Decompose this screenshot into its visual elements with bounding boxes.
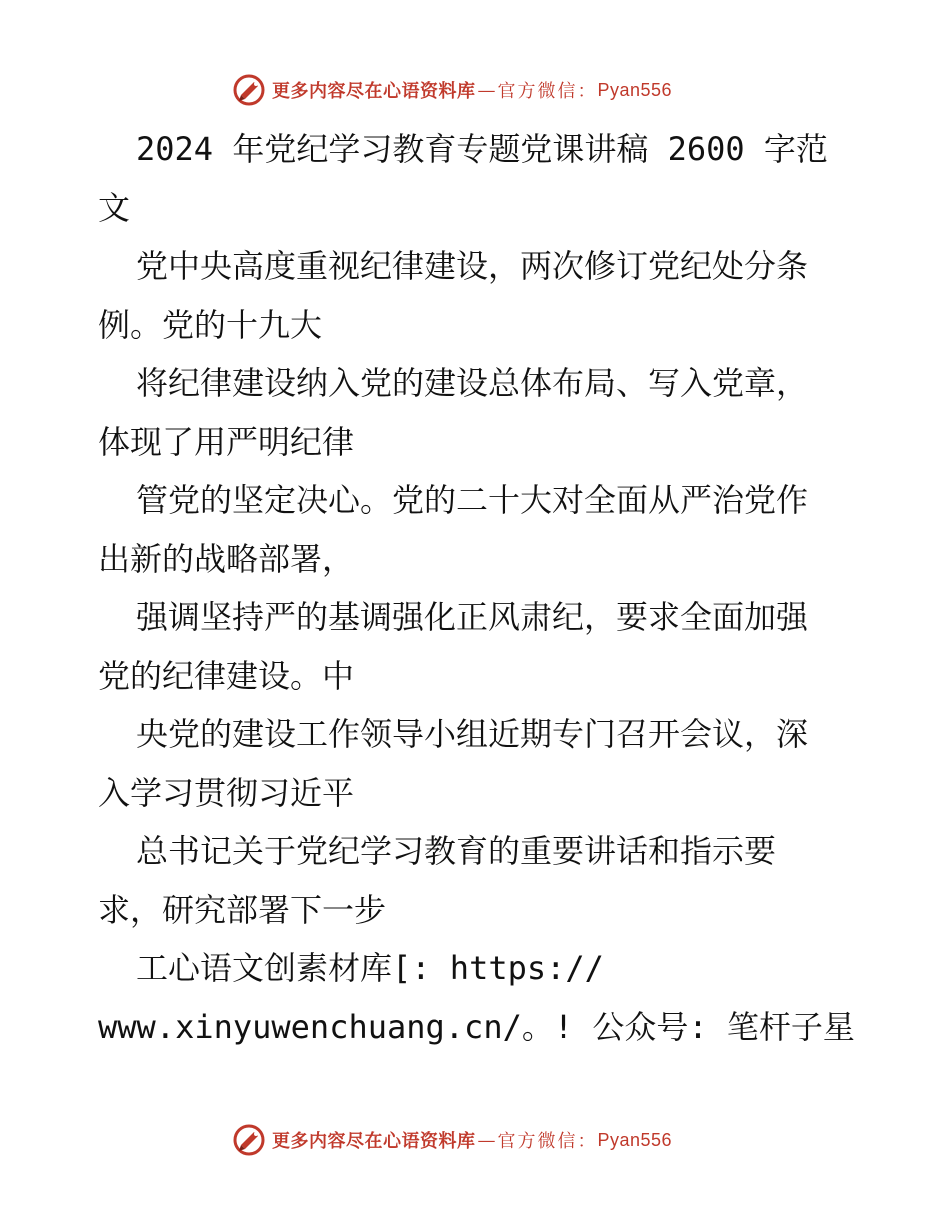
line: 党的纪律建设。中 xyxy=(98,656,355,695)
banner-site-name: 更多内容尽在心语资料库 xyxy=(272,81,476,102)
line: 出新的战略部署， xyxy=(98,539,355,578)
line: 体现了用严明纪律 xyxy=(98,422,355,461)
document-body xyxy=(98,120,858,1056)
line: 总书记关于党纪学习教育的重要讲话和指示要 xyxy=(136,832,777,870)
line: 党中央高度重视纪律建设，两次修订党纪处分条 xyxy=(136,247,809,285)
pen-logo-icon xyxy=(232,1123,266,1157)
footer-banner xyxy=(232,1122,672,1158)
line: 将纪律建设纳入党的建设总体布局、写入党章， xyxy=(136,364,809,402)
banner-wechat-label: 官方微信： xyxy=(497,1131,598,1152)
paragraph xyxy=(98,588,858,705)
line: 工心语文创素材库[: https:// xyxy=(136,949,604,987)
banner-wechat-id: Pyan556 xyxy=(597,1129,673,1150)
line: 管党的坚定决心。党的二十大对全面从严治党作 xyxy=(136,481,809,519)
paragraph xyxy=(98,822,858,939)
banner-wechat-label: 官方微信： xyxy=(497,81,598,102)
line: 强调坚持严的基调强化正风肃纪，要求全面加强 xyxy=(136,598,809,636)
pen-logo-icon xyxy=(232,73,266,107)
line: 例。党的十九大 xyxy=(98,305,323,344)
line: www.xinyuwenchuang.cn/。! 公众号: 笔杆子星 xyxy=(98,1007,855,1046)
banner-separator: — xyxy=(477,1129,496,1151)
paragraph-title xyxy=(98,120,858,237)
banner-site-name: 更多内容尽在心语资料库 xyxy=(272,1131,476,1152)
line: 入学习贯彻习近平 xyxy=(98,773,355,812)
banner-wechat-id: Pyan556 xyxy=(597,79,673,100)
header-banner xyxy=(232,72,672,108)
line: 文 xyxy=(98,188,131,227)
paragraph xyxy=(98,354,858,471)
paragraph xyxy=(98,705,858,822)
line: 央党的建设工作领导小组近期专门召开会议，深 xyxy=(136,715,809,753)
line: 2024 年党纪学习教育专题党课讲稿 2600 字范 xyxy=(136,130,828,168)
paragraph xyxy=(98,237,858,354)
paragraph xyxy=(98,471,858,588)
paragraph-source xyxy=(98,939,858,1056)
line: 求，研究部署下一步 xyxy=(98,890,387,929)
banner-separator: — xyxy=(477,79,496,101)
